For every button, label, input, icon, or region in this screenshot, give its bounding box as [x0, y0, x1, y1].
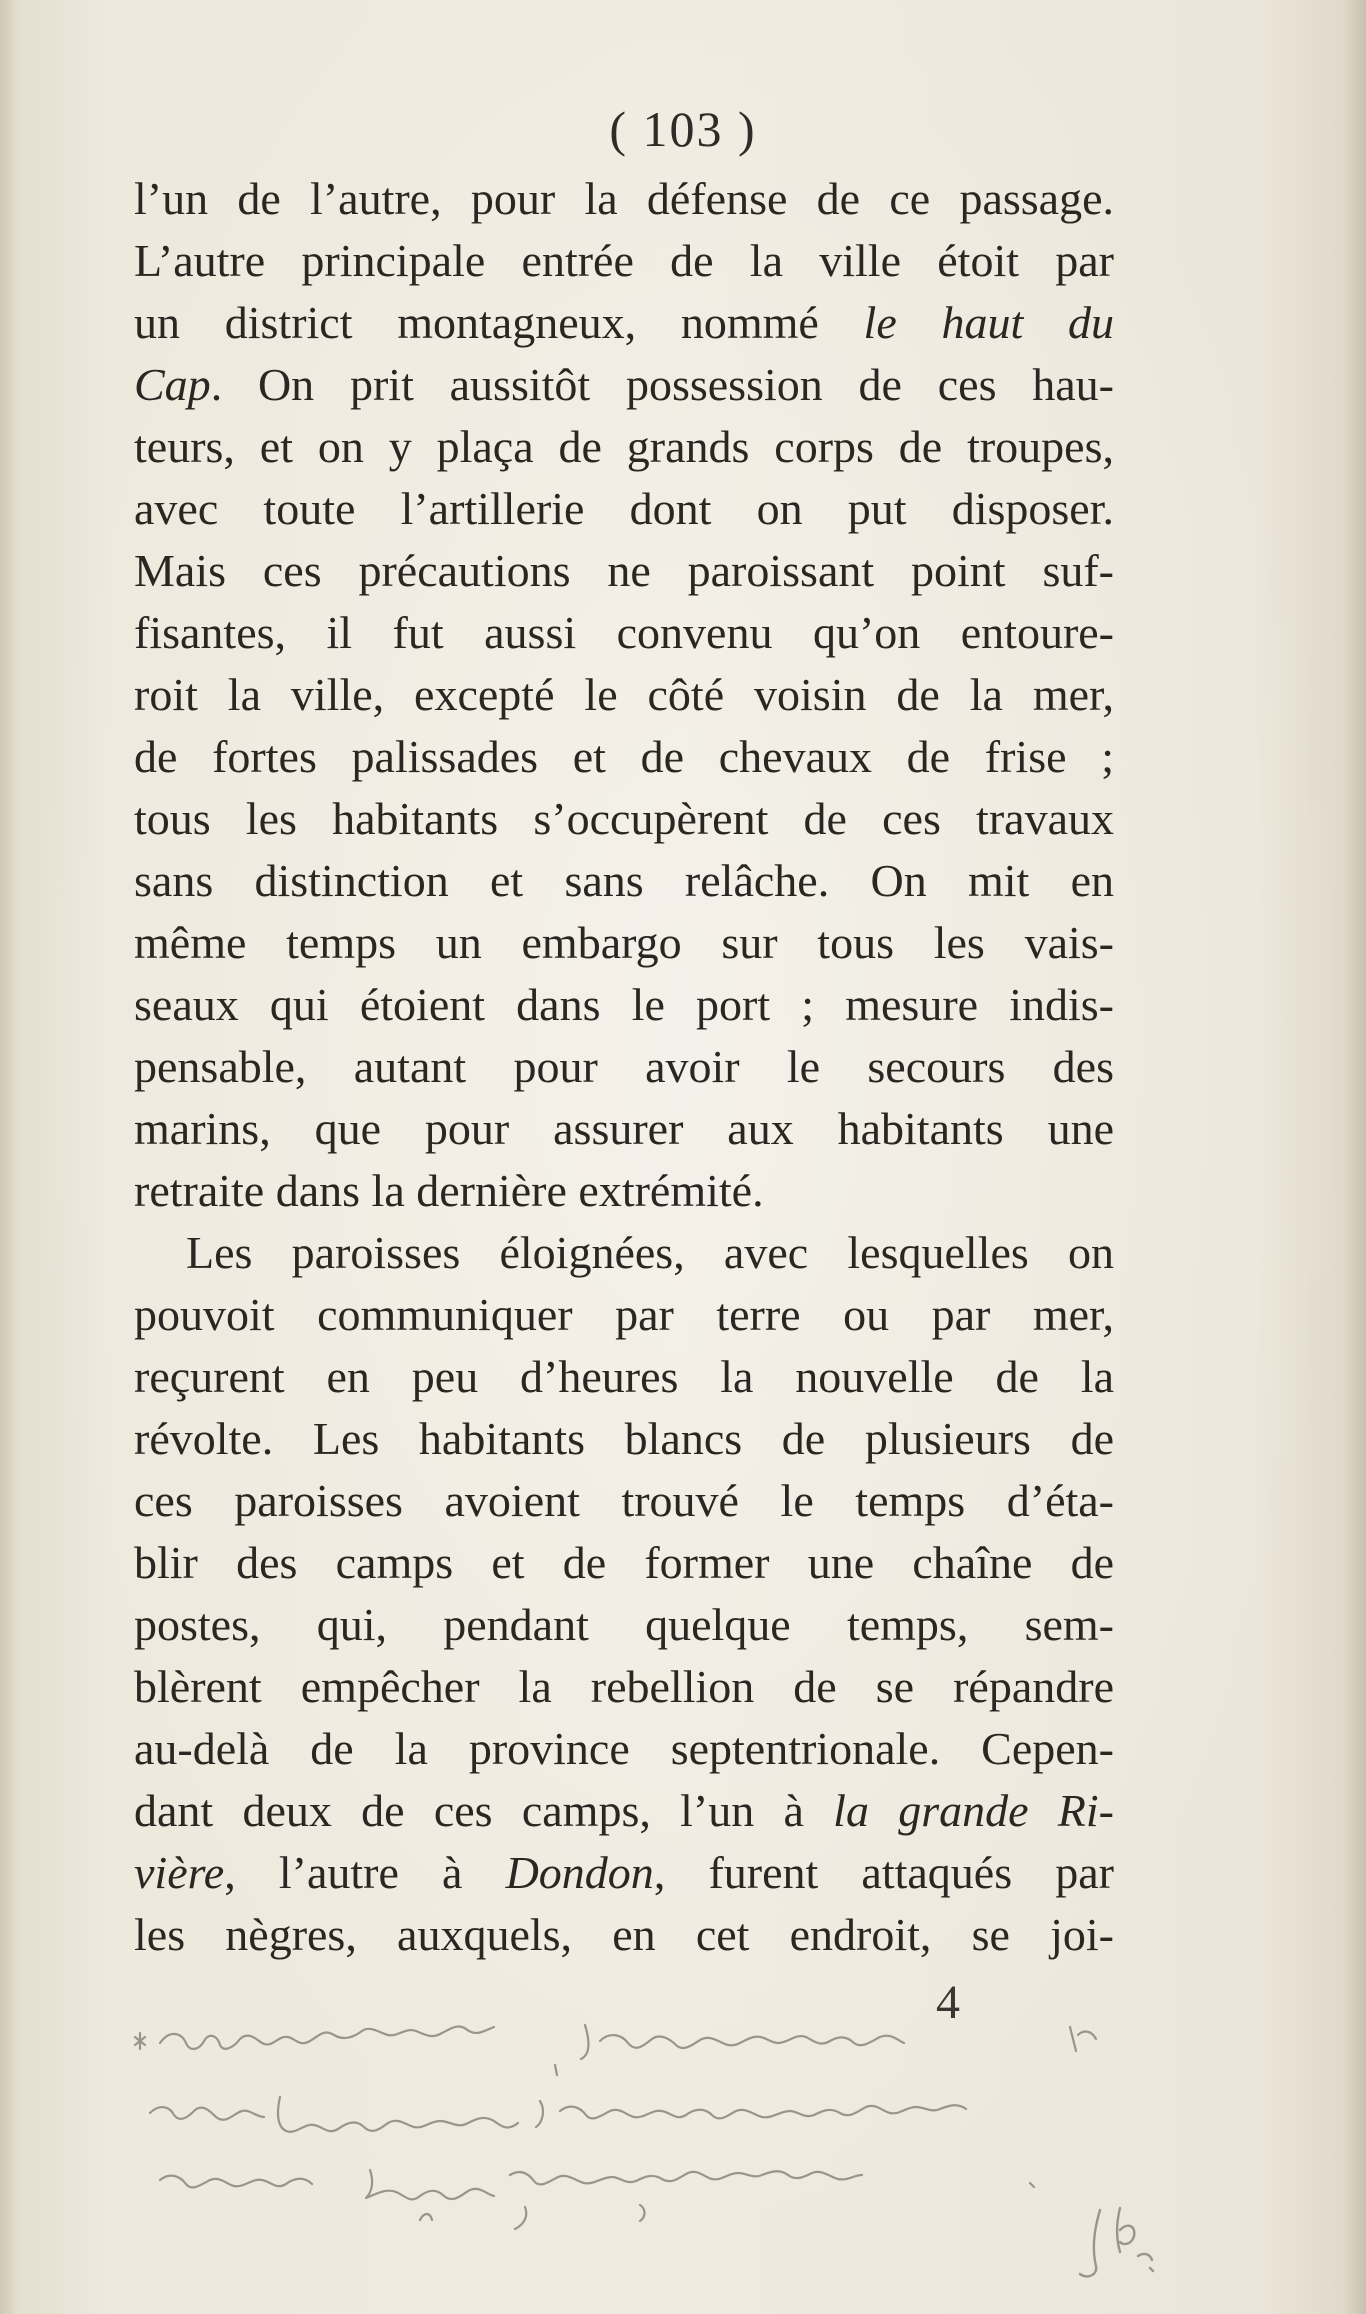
text-line: les nègres, auxquels, en cet endroit, se joi- [134, 1909, 1114, 1960]
paragraph-end-line: retraite dans la dernière extrémité. [134, 1165, 764, 1216]
text-line: avec toute l’artillerie dont on put disposer. [134, 483, 1114, 534]
text-line: pensable, autant pour avoir le secours des [134, 1041, 1114, 1092]
text-line: pouvoit communiquer par terre ou par mer, [134, 1289, 1114, 1340]
text-line: Cap. On prit aussitôt possession de ces hau- [134, 359, 1114, 410]
text-line: reçurent en peu d’heures la nouvelle de la [134, 1351, 1114, 1402]
italic-place-name: le haut du [863, 297, 1114, 348]
text-line: postes, qui, pendant quelque temps, sem- [134, 1599, 1114, 1650]
body-text [134, 168, 1114, 1966]
text-line: seaux qui étoient dans le port ; mesure indis- [134, 979, 1114, 1030]
text-line: Mais ces précautions ne paroissant point suf- [134, 545, 1114, 596]
pencil-initials [1060, 2200, 1170, 2290]
paragraph-start-line: Les paroisses éloignées, avec lesquelles on [186, 1227, 1114, 1278]
page-edge-shadow-right [1344, 0, 1366, 2314]
text-line: blir des camps et de former une chaîne de [134, 1537, 1114, 1588]
pencil-scribble-graphic [130, 2005, 1190, 2245]
text-line: marins, que pour assurer aux habitants une [134, 1103, 1114, 1154]
page-number: ( 103 ) [609, 101, 757, 157]
text-line: fisantes, il fut aussi convenu qu’on entoure- [134, 607, 1114, 658]
text-line: dant deux de ces camps, l’un à la grande Ri- [134, 1785, 1114, 1836]
text-line: tous les habitants s’occupèrent de ces travaux [134, 793, 1114, 844]
text-line: l’un de l’autre, pour la défense de ce passage. [134, 173, 1114, 224]
italic-place-name: vière [134, 1847, 225, 1898]
text-line: L’autre principale entrée de la ville étoit par [134, 235, 1114, 286]
text-line: sans distinction et sans relâche. On mit en [134, 855, 1114, 906]
text-line: vière, l’autre à Dondon, furent attaqués par [134, 1847, 1114, 1898]
signature-mark: 4 [936, 1976, 960, 2029]
text-line: ces paroisses avoient trouvé le temps d’éta- [134, 1475, 1114, 1526]
text-line: blèrent empêcher la rebellion de se répandre [134, 1661, 1114, 1712]
initials-scribble-graphic [1060, 2200, 1170, 2290]
italic-place-name: Cap [134, 359, 211, 410]
text-line: de fortes palissades et de chevaux de frise ; [134, 731, 1114, 782]
text-line: roit la ville, excepté le côté voisin de la mer, [134, 669, 1114, 720]
text-line: un district montagneux, nommé le haut du [134, 297, 1114, 348]
pencil-annotation [130, 2005, 1190, 2245]
text-line: révolte. Les habitants blancs de plusieurs de [134, 1413, 1114, 1464]
italic-place-name: Dondon [505, 1847, 654, 1898]
page-edge-shadow-left [0, 0, 18, 2314]
text-line: teurs, et on y plaça de grands corps de troupes, [134, 421, 1114, 472]
text-line: même temps un embargo sur tous les vais- [134, 917, 1114, 968]
text-line: au-delà de la province septentrionale. Cepen- [134, 1723, 1114, 1774]
italic-place-name: la grande Ri- [833, 1785, 1114, 1836]
